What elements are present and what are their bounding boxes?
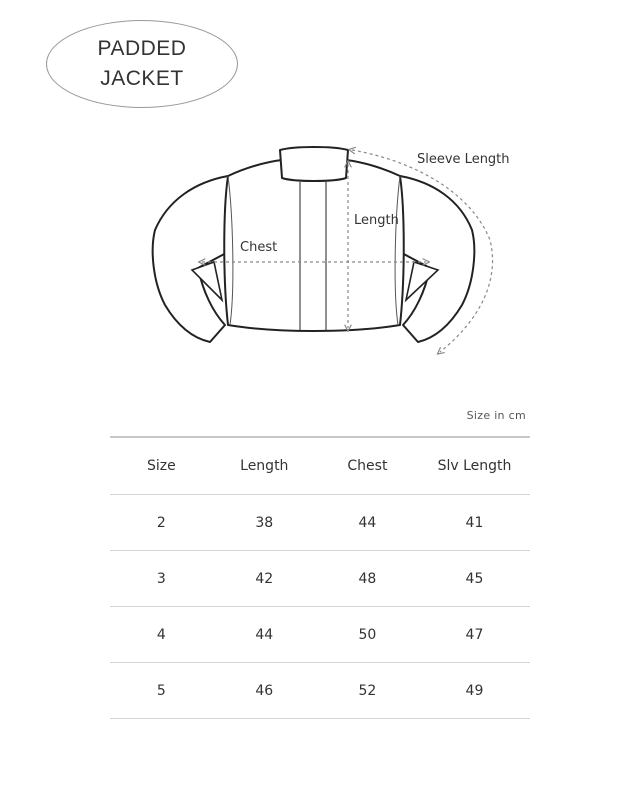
table-row	[110, 495, 530, 551]
header-slv-length: Slv Length	[437, 458, 512, 474]
cell-length: 38	[255, 514, 274, 531]
table-row	[110, 607, 530, 663]
cell-size: 2	[156, 514, 166, 531]
table-row	[110, 551, 530, 607]
cell-size: 5	[156, 682, 166, 699]
cell-slv-length: 45	[465, 570, 484, 587]
cell-size: 3	[156, 570, 166, 587]
sleeve-length-label: Sleeve Length	[417, 152, 510, 167]
chest-label: Chest	[240, 240, 278, 255]
header-chest: Chest	[347, 458, 388, 474]
length-label: Length	[354, 213, 399, 228]
jacket-diagram	[0, 130, 640, 380]
cell-chest: 50	[358, 626, 377, 643]
unit-note: Size in cm	[466, 409, 526, 422]
cell-length: 42	[255, 570, 274, 587]
cell-slv-length: 47	[465, 626, 484, 643]
size-table	[110, 436, 530, 719]
cell-slv-length: 41	[465, 514, 484, 531]
cell-length: 46	[255, 682, 274, 699]
cell-slv-length: 49	[465, 682, 484, 699]
cell-chest: 48	[358, 570, 377, 587]
cell-length: 44	[255, 626, 274, 643]
cell-chest: 52	[358, 682, 377, 699]
cell-size: 4	[156, 626, 166, 643]
table-header-row	[110, 437, 530, 495]
header-size: Size	[146, 458, 176, 474]
table-row	[110, 663, 530, 719]
title-line-2: JACKET	[100, 67, 184, 90]
header-length: Length	[240, 458, 289, 474]
cell-chest: 44	[358, 514, 377, 531]
title-line-1: PADDED	[97, 37, 187, 60]
jacket-outline-icon	[153, 147, 475, 342]
title-badge	[46, 20, 238, 108]
